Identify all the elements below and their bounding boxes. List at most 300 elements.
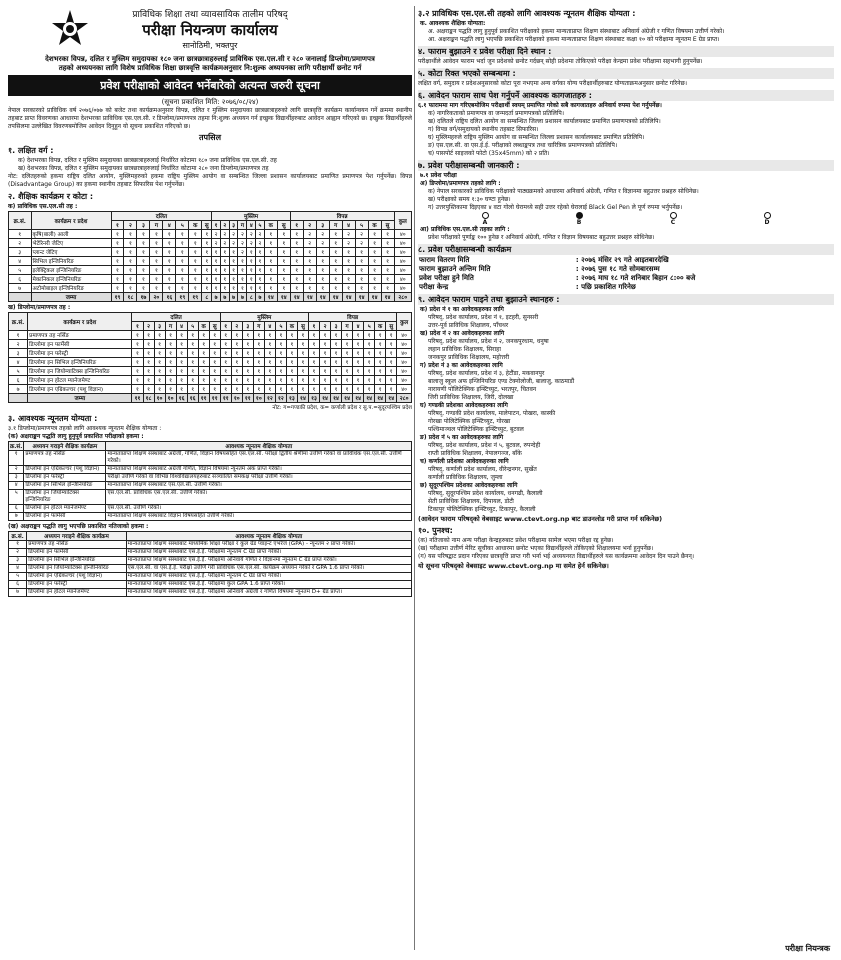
quota-cell: १ [209,358,220,367]
section-heading: १०. पुनश्च: [418,526,453,535]
quota-cell: १ [163,275,176,284]
quota-cell: १ [247,257,256,266]
location-item: परिषद्, प्रदेश कार्यालय, प्रदेश नं ३, हेटौंडा, मकवानपुर [428,370,545,377]
location-item: परिषद्, गण्डकी प्रदेश कार्यालय, मालेपाटन, पोखरा, कास्की [428,410,556,417]
quota-cell: १ [150,284,163,293]
quota-cell: १ [176,385,187,394]
quota-cell: १ [154,367,165,376]
quota-cell: १ [364,340,375,349]
quota-cell: १ [353,376,364,385]
tapsil-heading: तपसिल [198,133,221,142]
quota-cell: १ [264,385,275,394]
quota-cell: १ [176,367,187,376]
quota-cell: १ [275,340,286,349]
quota-cell: १ [189,257,202,266]
row-total: ४० [397,340,412,349]
table-row [9,349,412,358]
total-cell: २० [150,293,163,302]
intro-line: देशभरका विपन्न, दलित र मुस्लिम समुदायका १८० जना छात्रछात्राहरुलाई प्राविधिक एस.एल.सी र २८० जनालाई डिप्लोमा/प्रमाणपत्र [45,55,375,63]
quota-cell: १ [229,266,238,275]
province-col-header: ३ [229,221,238,230]
quota-cell: १ [163,284,176,293]
list-item: क) नागरिकताको प्रमाणपत्र वा जन्मदर्ता प्रमाणपत्रको प्रतिलिपि। [428,110,565,117]
total-cell: १४ [381,293,394,302]
province-col-header: सु [381,221,394,230]
row-program: डिप्लोमा इन फरेस्ट्री [24,474,106,482]
location-item: सेती प्राविधिक शिक्षालय, दिपायल, डोटी [428,498,514,505]
quota-cell: १ [353,340,364,349]
quota-cell: १ [163,230,176,239]
row-program: डिप्लोमा इन फार्मेसी [27,549,126,557]
total-cell: १२ [264,394,275,403]
quota-cell: १ [176,349,187,358]
row-program: डिप्लोमा इन एग्रिकल्चर (पशु विज्ञान) [28,385,132,394]
quota-cell: १ [132,385,143,394]
quota-cell: १ [308,358,319,367]
quota-cell: १ [189,230,202,239]
total-cell: १४ [375,394,386,403]
quota-cell: २ [316,239,329,248]
row-total: ४० [394,257,411,266]
quota-cell: १ [331,331,342,340]
table-row [9,376,412,385]
bubble-label: B [576,219,582,226]
row-total: ४० [397,367,412,376]
quota-cell: १ [187,331,198,340]
website-note: यो सूचना परिषद्को वेबसाइट www.ctevt.org.np मा समेत हेर्न सकिनेछ। [418,562,609,570]
province-col-header: क [189,221,202,230]
total-cell: १९ [111,293,124,302]
quota-cell: २ [342,239,355,248]
row-requirement: एस.एल.सी. प्राविधिक एस.एल.सी. उत्तीर्ण गरेको। [106,490,412,505]
location-item: परिषद्, प्रदेश कार्यालय, प्रदेश नं २, जनकपुरधाम, धनुषा [428,338,549,345]
quota-cell: १ [264,239,277,248]
quota-cell: १ [231,340,242,349]
quota-cell: १ [264,358,275,367]
quota-cell: १ [154,376,165,385]
row-total: ४० [394,275,411,284]
section-heading: ७. प्रवेश परीक्षासम्बन्धी जानकारी : [418,160,834,171]
section-heading: २. शैक्षिक कार्यक्रम र कोटा : [8,192,94,201]
quota-cell: १ [277,230,290,239]
quota-cell: १ [368,284,381,293]
quota-cell: १ [316,248,329,257]
quota-cell: १ [111,239,124,248]
subsection-heading: ७.१ प्रवेश परीक्षा [420,172,457,179]
province-col-header: ग [165,322,176,331]
quota-cell: १ [342,248,355,257]
quota-cell: १ [381,275,394,284]
total-cell: १० [253,394,264,403]
quota-cell: १ [154,349,165,358]
province-col-header: ग [253,322,264,331]
quota-cell: १ [198,385,209,394]
row-program: प्रमाणपत्र तह नर्सिङ [27,541,126,549]
quota-cell: १ [238,284,247,293]
province-col-header: १ [132,322,143,331]
row-program: प्लान्ट जेटिए [31,248,111,257]
row-requirement: एस.एल.सी. वा एस.ई.ई. परीक्षा उत्तीर्ण गरी प्राविधिक एस.एल.सी. कार्यक्रम अध्ययन गरेको र GPA 1.6 प्राप्त गरेको। [126,565,411,573]
total-cell: १९ [176,293,189,302]
section-heading: १. लक्षित वर्ग : [8,146,54,155]
quota-cell: १ [111,248,124,257]
location-item: टिकापुर पोलिटेक्निक इन्स्टिच्युट, टिकापुर, कैलाली [428,506,536,513]
intro-line: तहको अध्ययनका लागि विशेष प्राविधिक शिक्षा छात्रवृत्ति कार्यक्रमअनुसार नि:शुल्क अध्ययनका लागि परीक्षार्थी छनोट गर्न [58,64,362,72]
table-row [9,266,412,275]
location-item: राप्ती प्राविधिक शिक्षालय, नेपालगञ्ज, बाँके [428,450,522,457]
quota-cell: १ [143,340,154,349]
row-requirement: मान्यताप्राप्त शिक्षण संस्थाबाट माध्यमिक शिक्षा परीक्षा र कुल ग्रेड प्वाइन्ट एभरेज (GPA) - न्यूनतम २ प्राप्त गरेको। [126,541,411,549]
quota-cell: १ [137,266,150,275]
quota-cell: १ [297,385,308,394]
row-sn: ३ [9,557,27,565]
province-col-header: ४ [342,221,355,230]
empty-bubble-icon [482,212,489,219]
quota-cell: १ [386,376,397,385]
province-col-header: ४ [247,221,256,230]
total-label: जम्मा [28,394,132,403]
quota-cell: १ [277,284,290,293]
quota-cell: २ [220,230,229,239]
total-cell: १२ [275,394,286,403]
quota-cell: १ [189,248,202,257]
row-program: प्रमाणपत्र तह नर्सिङ [28,331,132,340]
list-item: क) देशभरका विपन्न, दलित र मुस्लिम समुदायका छात्रछात्राहरुलाई निर्धारित कोटामा १८० जना प्राविधिक एस.एल.सी. तह [18,157,277,164]
quota-cell: १ [342,275,355,284]
province-col-header: सु [297,322,308,331]
col-requirement: आवश्यक न्यूनतम शैक्षिक योग्यता [106,442,412,451]
quota-cell: १ [111,230,124,239]
total-cell: १४ [386,394,397,403]
row-sn: २ [9,549,27,557]
quota-cell: १ [297,340,308,349]
quota-cell: १ [220,257,229,266]
quota-cell: १ [212,266,221,275]
row-requirement: मान्यताप्राप्त शिक्षण संस्थाबाट एस.ई.ई. परीक्षामा कुल GPA 1.6 प्राप्त गरेको। [126,581,411,589]
quota-cell: १ [124,284,137,293]
quota-cell: १ [202,248,212,257]
exam-schedule [418,256,834,292]
province-col-header: ग [342,322,353,331]
total-cell: १४ [368,293,381,302]
quota-cell: १ [209,349,220,358]
quota-cell: १ [176,275,189,284]
group-dalit: दलित [111,212,212,221]
quota-cell: १ [342,266,355,275]
total-row [9,293,412,302]
row-sn: १ [9,331,28,340]
total-cell: ११ [209,394,220,403]
quota-cell: १ [353,385,364,394]
table-row [9,248,412,257]
table-row [9,239,412,248]
row-requirement: मान्यताप्राप्त शिक्षण संस्थाबाट एस.ई.ई. परीक्षामा न्यूनतम C ग्रेड प्राप्त गरेको। [126,573,411,581]
quota-cell: १ [290,266,303,275]
location-item: पश्चिमाञ्चल पोलिटेक्निक इन्स्टिच्युट, बुटवल [428,426,524,433]
quota-cell: १ [303,248,316,257]
province-col-header: १ [212,221,221,230]
province-col-header: ग [238,221,247,230]
quota-cell: १ [342,358,353,367]
col-program: कार्यक्रम र प्रदेश [31,212,111,230]
office-location: सानोठिमी, भक्तपुर [182,41,238,50]
council-name: प्राविधिक शिक्षा तथा व्यावसायिक तालीम परिषद् [132,10,288,20]
total-cell: १९ [189,293,202,302]
quota-cell: १ [137,257,150,266]
quota-cell: १ [386,358,397,367]
row-program: सिभिल इन्जिनियरिङ [31,257,111,266]
province-col-header: २ [143,322,154,331]
total-cell: १८ [143,394,154,403]
total-cell: १७ [137,293,150,302]
total-cell: ७ [256,293,265,302]
quota-cell: १ [320,367,331,376]
quota-cell: १ [253,358,264,367]
quota-cell: १ [242,349,253,358]
schedule-value: : २०७६ माघ १८ गते शनिबार बिहान ८:०० बजे [575,274,696,282]
quota-cell: २ [355,239,368,248]
quota-cell: १ [253,349,264,358]
row-program: डिप्लोमा इन एग्रिकल्चर (पशु विज्ञान) [27,573,126,581]
quota-cell: १ [247,284,256,293]
quota-cell: १ [202,257,212,266]
row-sn: ६ [9,275,32,284]
subsection-heading: क. आवश्यक शैक्षिक योग्यता: [420,20,486,27]
quota-cell: १ [342,376,353,385]
total-cell: ११ [220,394,231,403]
bubble-option [670,212,677,226]
quota-cell: १ [355,284,368,293]
quota-cell: १ [212,248,221,257]
quota-cell: १ [187,376,198,385]
total-cell: ७ [220,293,229,302]
table-row [9,549,412,557]
quota-cell: १ [286,385,297,394]
note-text: नोट: दलितहरुको हकमा राष्ट्रिय दलित आयोग, मुस्लिमहरुको हकमा राष्ट्रिय मुस्लिम आयोग वा सम्बन्धित जिल्ला प्रशासन कार्यालयबाट प्रमाणित प्रमाणपत्र पेश गर्नुपर्नेछ। विपन्न (Disadvantage Group) का हकमा स्थानीय तहबाट सिफारिस पेश गर्नुपर्नेछ। [8,173,412,188]
quota-cell: १ [264,257,277,266]
bubble-label: A [482,219,488,226]
total-cell: ७ [212,293,221,302]
quota-cell: २ [303,230,316,239]
quota-cell: १ [242,340,253,349]
quota-cell: १ [308,376,319,385]
quota-cell: १ [176,340,187,349]
total-cell: १० [231,394,242,403]
section-text: परीक्षार्थीले आवेदन फाराम भर्दा जुन प्रदेशको छनोट गर्दछन् सोही प्रदेशमा तोकिएको परीक्षा केन्द्रमा प्रवेश परीक्षामा सहभागी हुनुपर्नेछ। [418,58,703,65]
row-sn: ५ [9,573,27,581]
quota-cell: १ [303,275,316,284]
quota-cell: १ [277,266,290,275]
section-heading: ५. कोटा रिक्त भएको सम्बन्धमा : [418,68,834,79]
row-sn: ७ [9,284,32,293]
table-title: (क) अक्षराङ्कन पद्धति लागु हुनुपूर्व प्रकाशित परीक्षाको हकमा : [8,433,144,440]
quota-cell: १ [154,340,165,349]
quota-cell: १ [342,385,353,394]
schedule-label: फाराम वितरण मिति [419,256,470,264]
quota-cell: १ [256,275,265,284]
quota-cell: १ [368,266,381,275]
province-col-header: सु [202,221,212,230]
quota-cell: १ [375,385,386,394]
col-total: कुल [394,212,411,230]
table-row [9,474,412,482]
quota-cell: १ [238,257,247,266]
quota-cell: १ [286,340,297,349]
list-item: प्रवेश परीक्षाको पूर्णाङ्क १०० हुनेछ र अनिवार्य अंग्रेजी, गणित र विज्ञान विषयबाट बहुउत्तर प्रश्नहरु सोधिनेछ। [428,234,655,241]
quota-cell: १ [124,239,137,248]
schedule-row [418,274,834,283]
quota-cell: १ [165,376,176,385]
row-program: डिप्लोमा इन सिभिल इन्जिनियरिङ [27,557,126,565]
quota-cell: १ [342,284,355,293]
quota-cell: १ [308,385,319,394]
total-cell: १४ [277,293,290,302]
qualification-table-b [8,531,412,597]
office-name: परीक्षा नियन्त्रण कार्यालय [142,21,278,39]
quota-cell: १ [202,239,212,248]
quota-cell: १ [187,385,198,394]
quota-cell: १ [229,248,238,257]
table-row [9,451,412,466]
quota-cell: १ [303,257,316,266]
row-program: डिप्लोमा इन जियोम्याटिक्स इन्जिनियरिङ [27,565,126,573]
total-cell: १३ [308,394,319,403]
quota-cell: १ [176,376,187,385]
location-item: कर्णाली प्राविधिक शिक्षालय, जुम्ला [428,474,503,481]
province-col-header: ३ [137,221,150,230]
ctevt-emblem-icon [50,9,90,49]
row-program: प्रमाणपत्र तह नर्सिङ [24,451,106,466]
quota-cell: १ [124,230,137,239]
province-col-header: २ [303,221,316,230]
province-col-header: सु [386,322,397,331]
total-cell: १४ [331,394,342,403]
location-item: लहान प्राविधिक शिक्षालय, सिराहा [428,346,501,353]
quota-cell: १ [342,340,353,349]
quota-cell: १ [275,358,286,367]
quota-cell: १ [143,367,154,376]
province-col-header: सु [209,322,220,331]
table-row [9,284,412,293]
quota-cell: १ [163,239,176,248]
province-col-header: १ [111,221,124,230]
quota-cell: १ [253,376,264,385]
quota-cell: १ [189,284,202,293]
quota-cell: १ [381,239,394,248]
section-text: ६.१ फाराममा माग गरिएबमोजिम परीक्षार्थी स्वयम् प्रमाणित गरेको सबै कागजातहरु अनिवार्य रुपमा पेश गर्नुपर्नेछ। [418,102,662,109]
col-sn: क्र.सं. [9,212,32,230]
quota-cell: १ [368,275,381,284]
quota-cell: १ [286,376,297,385]
province-col-header: ग [329,221,342,230]
table-row [9,367,412,376]
row-sn: १ [9,451,24,466]
row-sn: ७ [9,513,24,521]
quota-cell: १ [209,331,220,340]
province-col-header: १ [220,322,231,331]
quota-cell: १ [132,367,143,376]
quota-cell: १ [375,349,386,358]
location-item: जिरी प्राविधिक शिक्षालय, जिरी, दोलखा [428,394,514,401]
quota-cell: १ [198,340,209,349]
row-total: ४० [397,385,412,394]
quota-cell: १ [277,257,290,266]
quota-cell: १ [277,248,290,257]
qualification-table-a [8,441,412,521]
quota-cell: १ [342,367,353,376]
quota-cell: १ [189,275,202,284]
quota-cell: १ [290,257,303,266]
quota-cell: १ [386,385,397,394]
quota-cell: १ [229,257,238,266]
quota-cell: १ [375,376,386,385]
quota-cell: १ [308,331,319,340]
quota-cell: १ [231,376,242,385]
quota-cell: १ [386,340,397,349]
list-item: (क) नतिजाको नाम अन्य परीक्षा केन्द्रहरुबाट प्रवेश परीक्षामा सामेल भएमा परीक्षा रद्द हुनेछ। [418,537,614,544]
quota-cell: १ [364,349,375,358]
section-heading: ४. फाराम बुझाउने र प्रवेश परीक्षा दिने स्थान : [418,46,834,57]
quota-cell: १ [342,349,353,358]
quota-cell: १ [381,248,394,257]
table-row [9,257,412,266]
row-program: डिप्लोमा इन फार्मेसी [24,513,106,521]
quota-cell: १ [253,331,264,340]
quota-cell: १ [231,367,242,376]
schedule-value: : पछि प्रकाशित गरिनेछ [575,283,636,291]
empty-bubble-icon [670,212,677,219]
row-requirement: मान्यताप्राप्त शिक्षण संस्थाबाट विज्ञान विषयसहित उत्तीर्ण गरेको। [106,513,412,521]
quota-cell: १ [253,385,264,394]
row-sn: ७ [9,589,27,597]
row-total: ४० [397,331,412,340]
row-sn: ४ [9,257,32,266]
quota-cell: १ [381,257,394,266]
quota-cell: १ [375,331,386,340]
row-requirement: मान्यताप्राप्त शिक्षण संस्थाबाट एस.ई.ई. परीक्षामा न्यूनतम C ग्रेड प्राप्त गरेको। [126,549,411,557]
province-col-header: ४ [264,322,275,331]
quota-cell: १ [132,331,143,340]
quota-cell: १ [264,349,275,358]
quota-cell: १ [111,266,124,275]
bubble-label: C [670,219,676,226]
quota-cell: १ [187,349,198,358]
quota-cell: १ [275,349,286,358]
table-row [9,505,412,513]
group-dalit: दलित [132,313,220,322]
table-row [9,541,412,549]
quota-cell: १ [320,376,331,385]
total-cell: १६ [187,394,198,403]
quota-cell: १ [286,367,297,376]
row-program: डिप्लोमा इन होटल म्यानेजमेण्ट [28,376,132,385]
quota-cell: १ [375,358,386,367]
list-item: अ. अक्षराङ्कन पद्धति लागु हुनुपूर्व प्रकाशित परीक्षाको हकमा मान्यताप्राप्त शिक्षण संस्थाबाट अनिवार्य अंग्रेजी र गणित विषयमा उत्तीर्ण गरेको। [428,28,725,35]
quota-cell: १ [364,331,375,340]
quota-cell: १ [264,230,277,239]
quota-cell: २ [229,230,238,239]
quota-cell: १ [137,239,150,248]
quota-cell: १ [308,367,319,376]
website-note: (आवेदन फाराम परिषद्को वेबसाइट www.ctevt.org.np बाट डाउनलोड गरी प्राप्त गर्न सकिनेछ) [418,515,663,523]
province-col-header: क [368,221,381,230]
quota-cell: १ [264,340,275,349]
row-total: ४० [397,358,412,367]
row-program: डिप्लोमा इन एग्रिकल्चर (पशु विज्ञान) [24,466,106,474]
bubble-option [764,212,771,226]
province-col-header: १ [308,322,319,331]
header [8,7,412,55]
